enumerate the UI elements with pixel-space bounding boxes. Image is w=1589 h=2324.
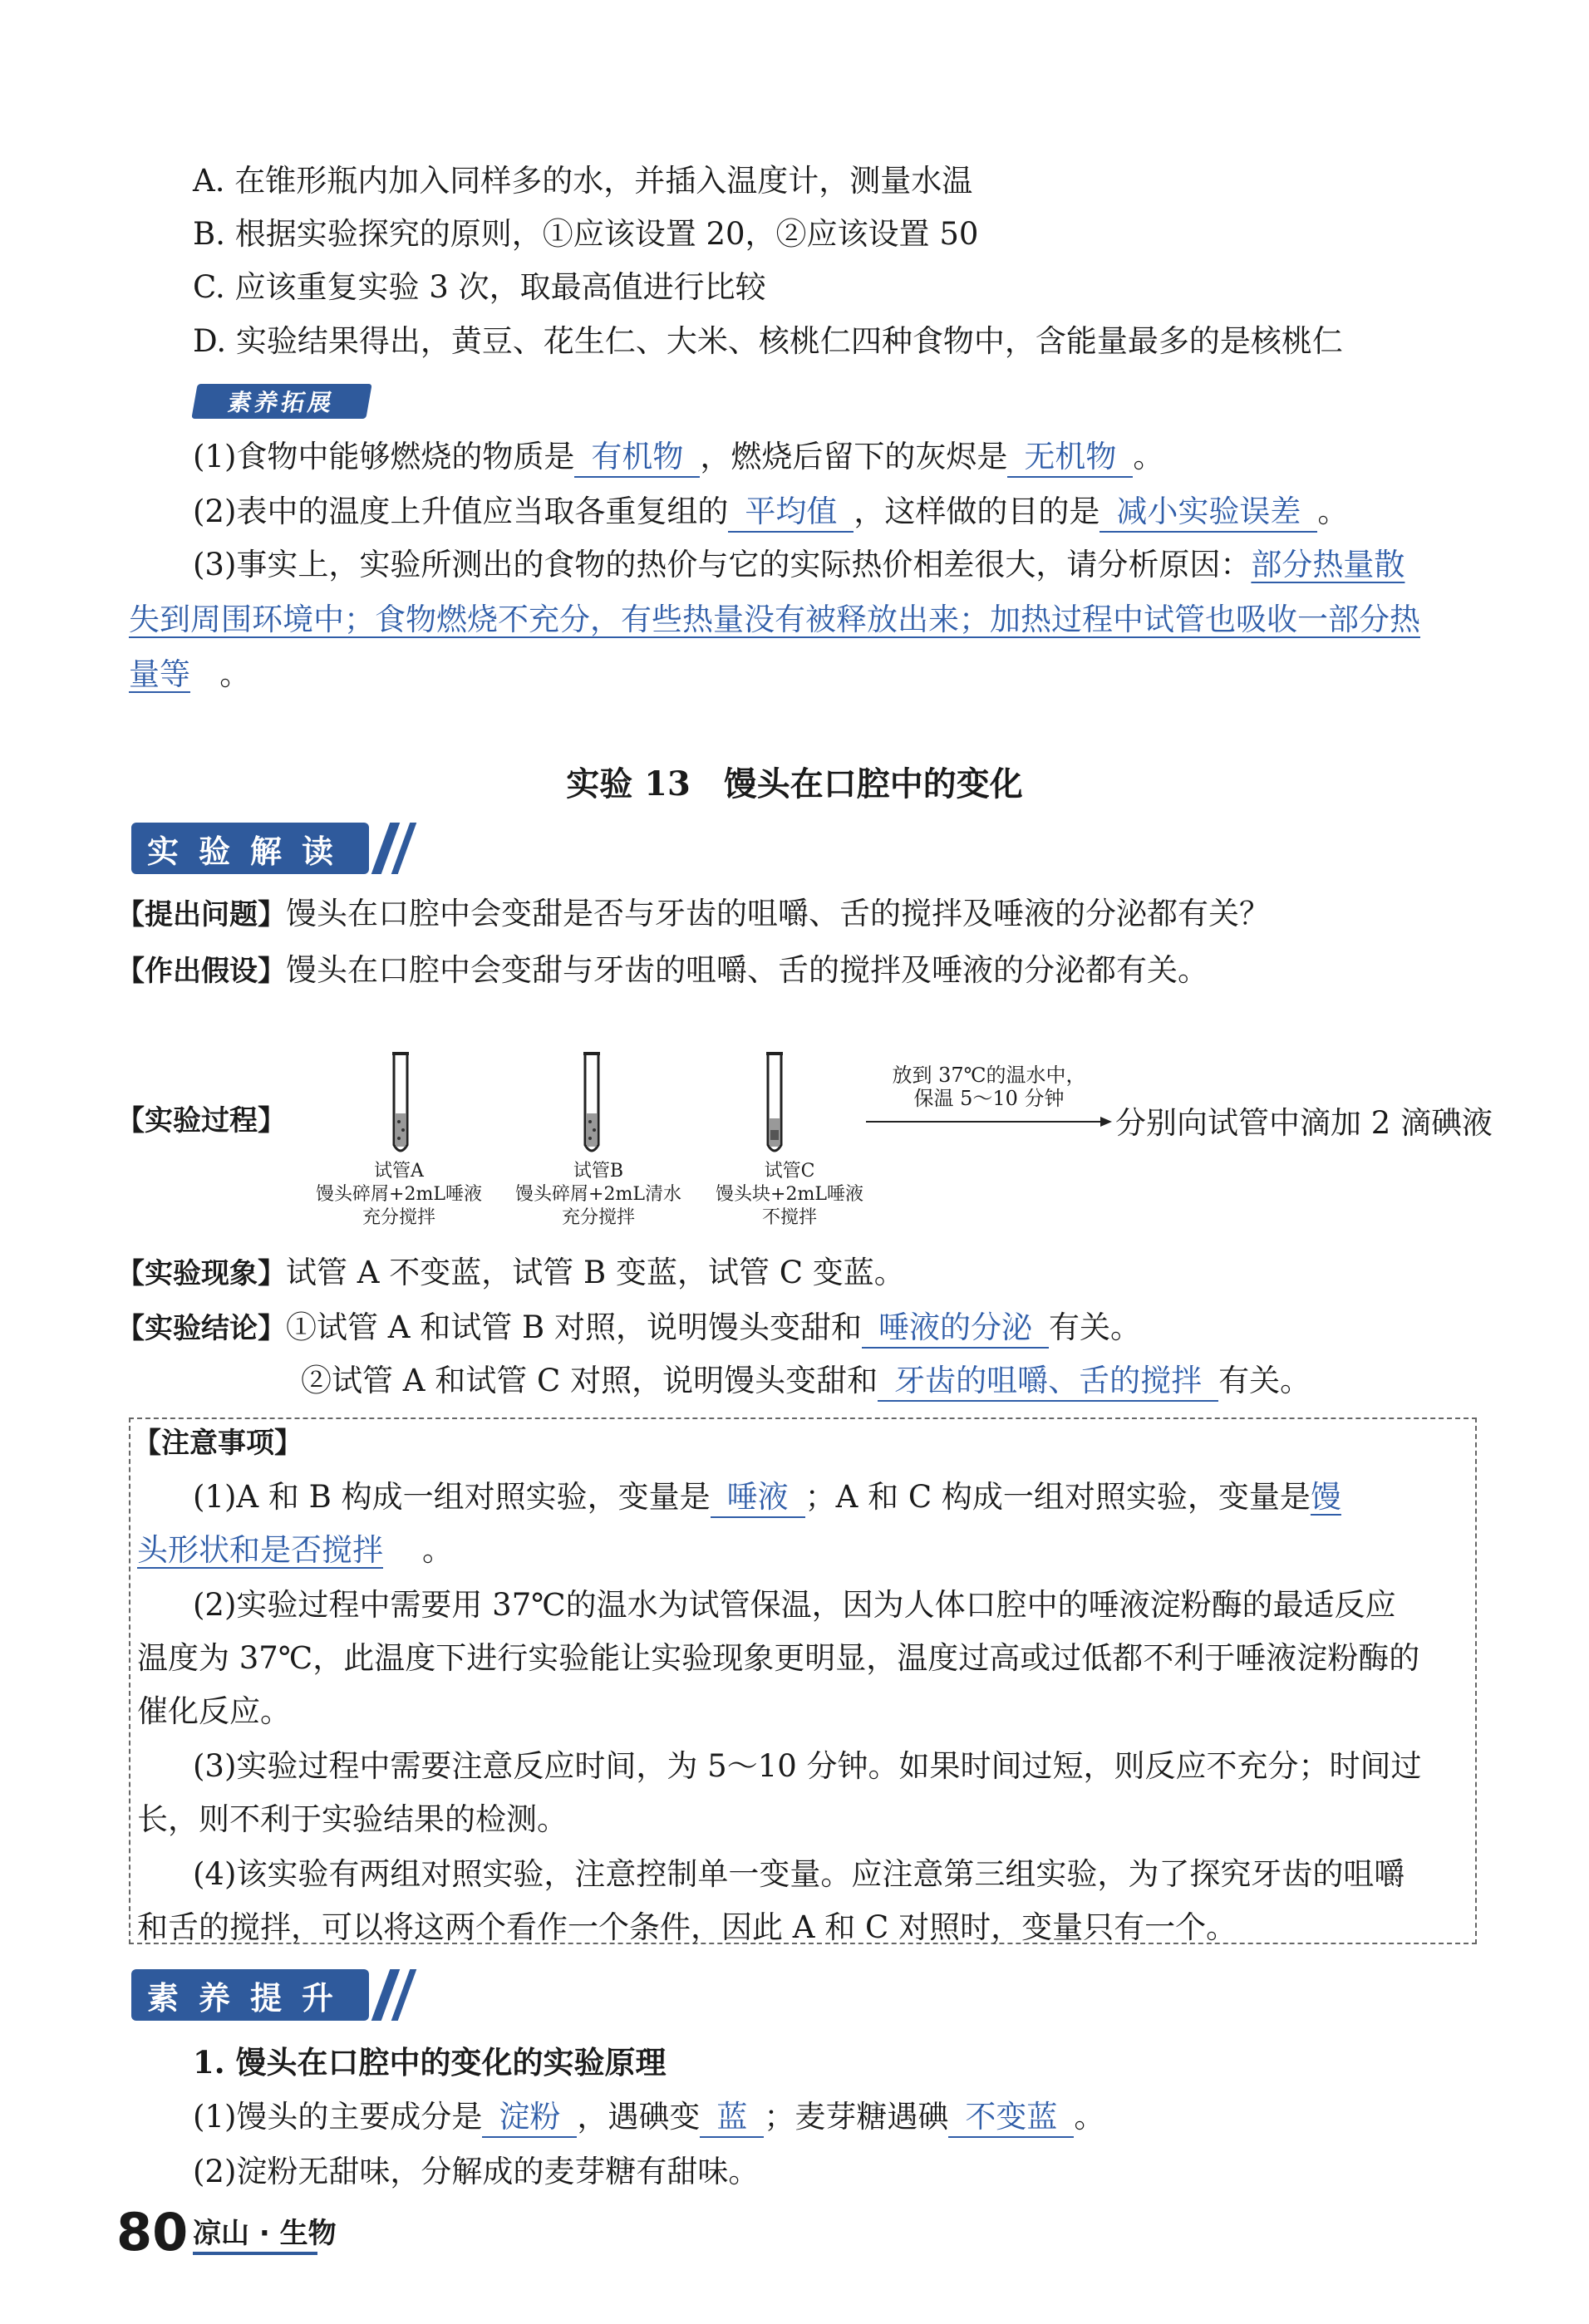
tube-b-icon	[583, 1052, 600, 1151]
note-2-line3: 催化反应。	[137, 1693, 291, 1729]
improve-heading: 1. 馒头在口腔中的变化的实验原理	[193, 2044, 667, 2081]
answer-starch: 淀粉	[482, 2098, 577, 2138]
answer-organic: 有机物	[574, 438, 700, 478]
note-3-line2: 长，则不利于实验结果的检测。	[137, 1801, 568, 1837]
improve-q2: (2)淀粉无甜味，分解成的麦芽糖有甜味。	[193, 2154, 760, 2189]
experiment-read-badge: 实验解读	[131, 823, 369, 874]
extension-q1: (1)食物中能够燃烧的物质是 有机物 ，燃烧后留下的灰烬是 无机物 。	[193, 435, 1163, 479]
option-a: A. 在锥形瓶内加入同样多的水，并插入温度计，测量水温	[193, 163, 973, 199]
tube-a-icon	[392, 1052, 409, 1151]
footer-underline	[193, 2252, 317, 2255]
arrow-condition: 放到 37℃的温水中， 保温 5～10 分钟	[892, 1064, 1086, 1110]
extension-q3-line3: 量等 。	[129, 656, 251, 692]
note-3-line1: (3)实验过程中需要注意反应时间，为 5～10 分钟。如果时间过短，则反应不充分；时间过	[193, 1748, 1422, 1784]
book-title: 凉山 · 生物	[193, 2217, 337, 2250]
process-label: 【实验过程】	[116, 1104, 286, 1137]
note-1-line1: (1)A 和 B 构成一组对照实验，变量是 唾液 ；A 和 C 构成一组对照实验，变量是馒	[193, 1476, 1341, 1519]
tube-c-icon	[766, 1052, 783, 1151]
note-1-line2: 头形状和是否搅拌 。	[137, 1532, 454, 1568]
answer-blue: 蓝	[700, 2098, 764, 2138]
note-4-line1: (4)该实验有两组对照实验，注意控制单一变量。应注意第三组实验，为了探究牙齿的咀嚼	[193, 1856, 1405, 1892]
answer-chewing-stirring: 牙齿的咀嚼、舌的搅拌	[878, 1362, 1218, 1402]
improve-badge: 素养提升	[131, 1969, 369, 2021]
answer-average: 平均值	[728, 493, 854, 533]
improve-q1: (1)馒头的主要成分是 淀粉 ，遇碘变 蓝 ；麦芽糖遇碘 不变蓝 。	[193, 2096, 1104, 2139]
tube-b-label: 试管B 馒头碎屑+2mL清水 充分搅拌	[515, 1161, 681, 1228]
test-tubes-figure	[366, 1047, 831, 1172]
option-b: B. 根据实验探究的原则，①应该设置 20，②应该设置 50	[193, 216, 979, 252]
hypothesis-line: 【作出假设】馒头在口腔中会变甜与牙齿的咀嚼、舌的搅拌及唾液的分泌都有关。	[116, 952, 1208, 988]
answer-saliva-secretion: 唾液的分泌	[862, 1309, 1049, 1349]
arrow-right-icon	[864, 1113, 1114, 1130]
extension-q3-line2: 失到周围环境中；食物燃烧不充分，有些热量没有被释放出来；加热过程中试管也吸收一部分热	[129, 602, 1420, 637]
page-number: 80	[116, 2202, 189, 2263]
notes-label: 【注意事项】	[133, 1427, 303, 1460]
answer-reduce-error: 减小实验误差	[1100, 493, 1317, 533]
note-2-line1: (2)实验过程中需要用 37℃的温水为试管保温，因为人体口腔中的唾液淀粉酶的最适反应	[193, 1587, 1396, 1623]
answer-saliva: 唾液	[711, 1478, 805, 1518]
note-2-line2: 温度为 37℃，此温度下进行实验能让实验现象更明显，温度过高或过低都不利于唾液淀粉酶的	[137, 1640, 1420, 1676]
phenomenon-line: 【实验现象】试管 A 不变蓝，试管 B 变蓝，试管 C 变蓝。	[116, 1255, 905, 1290]
question-line: 【提出问题】馒头在口腔中会变甜是否与牙齿的咀嚼、舌的搅拌及唾液的分泌都有关？	[116, 896, 1270, 931]
extension-q2: (2)表中的温度上升值应当取各重复组的 平均值 ，这样做的目的是 减小实验误差 。	[193, 490, 1348, 533]
conclusion-line1: 【实验结论】①试管 A 和试管 B 对照，说明馒头变甜和 唾液的分泌 有关。	[116, 1306, 1141, 1350]
extension-badge: 素养拓展	[191, 384, 371, 419]
extension-q3-line1: (3)事实上，实验所测出的食物的热价与它的实际热价相差很大，请分析原因：部分热量散	[193, 547, 1405, 582]
arrow-result: 分别向试管中滴加 2 滴碘液	[1115, 1105, 1493, 1141]
tube-a-label: 试管A 馒头碎屑+2mL唾液 充分搅拌	[316, 1161, 482, 1228]
experiment-title: 实验 13 馒头在口腔中的变化	[566, 764, 1023, 803]
answer-not-blue: 不变蓝	[948, 2098, 1074, 2138]
answer-inorganic: 无机物	[1007, 438, 1133, 478]
tube-c-label: 试管C 馒头块+2mL唾液 不搅拌	[716, 1161, 863, 1228]
note-4-line2: 和舌的搅拌，可以将这两个看作一个条件，因此 A 和 C 对照时，变量只有一个。	[137, 1909, 1237, 1945]
conclusion-line2: ②试管 A 和试管 C 对照，说明馒头变甜和 牙齿的咀嚼、舌的搅拌 有关。	[301, 1359, 1311, 1403]
option-d: D. 实验结果得出，黄豆、花生仁、大米、核桃仁四种食物中，含能量最多的是核桃仁	[193, 323, 1343, 359]
option-c: C. 应该重复实验 3 次，取最高值进行比较	[193, 269, 766, 305]
